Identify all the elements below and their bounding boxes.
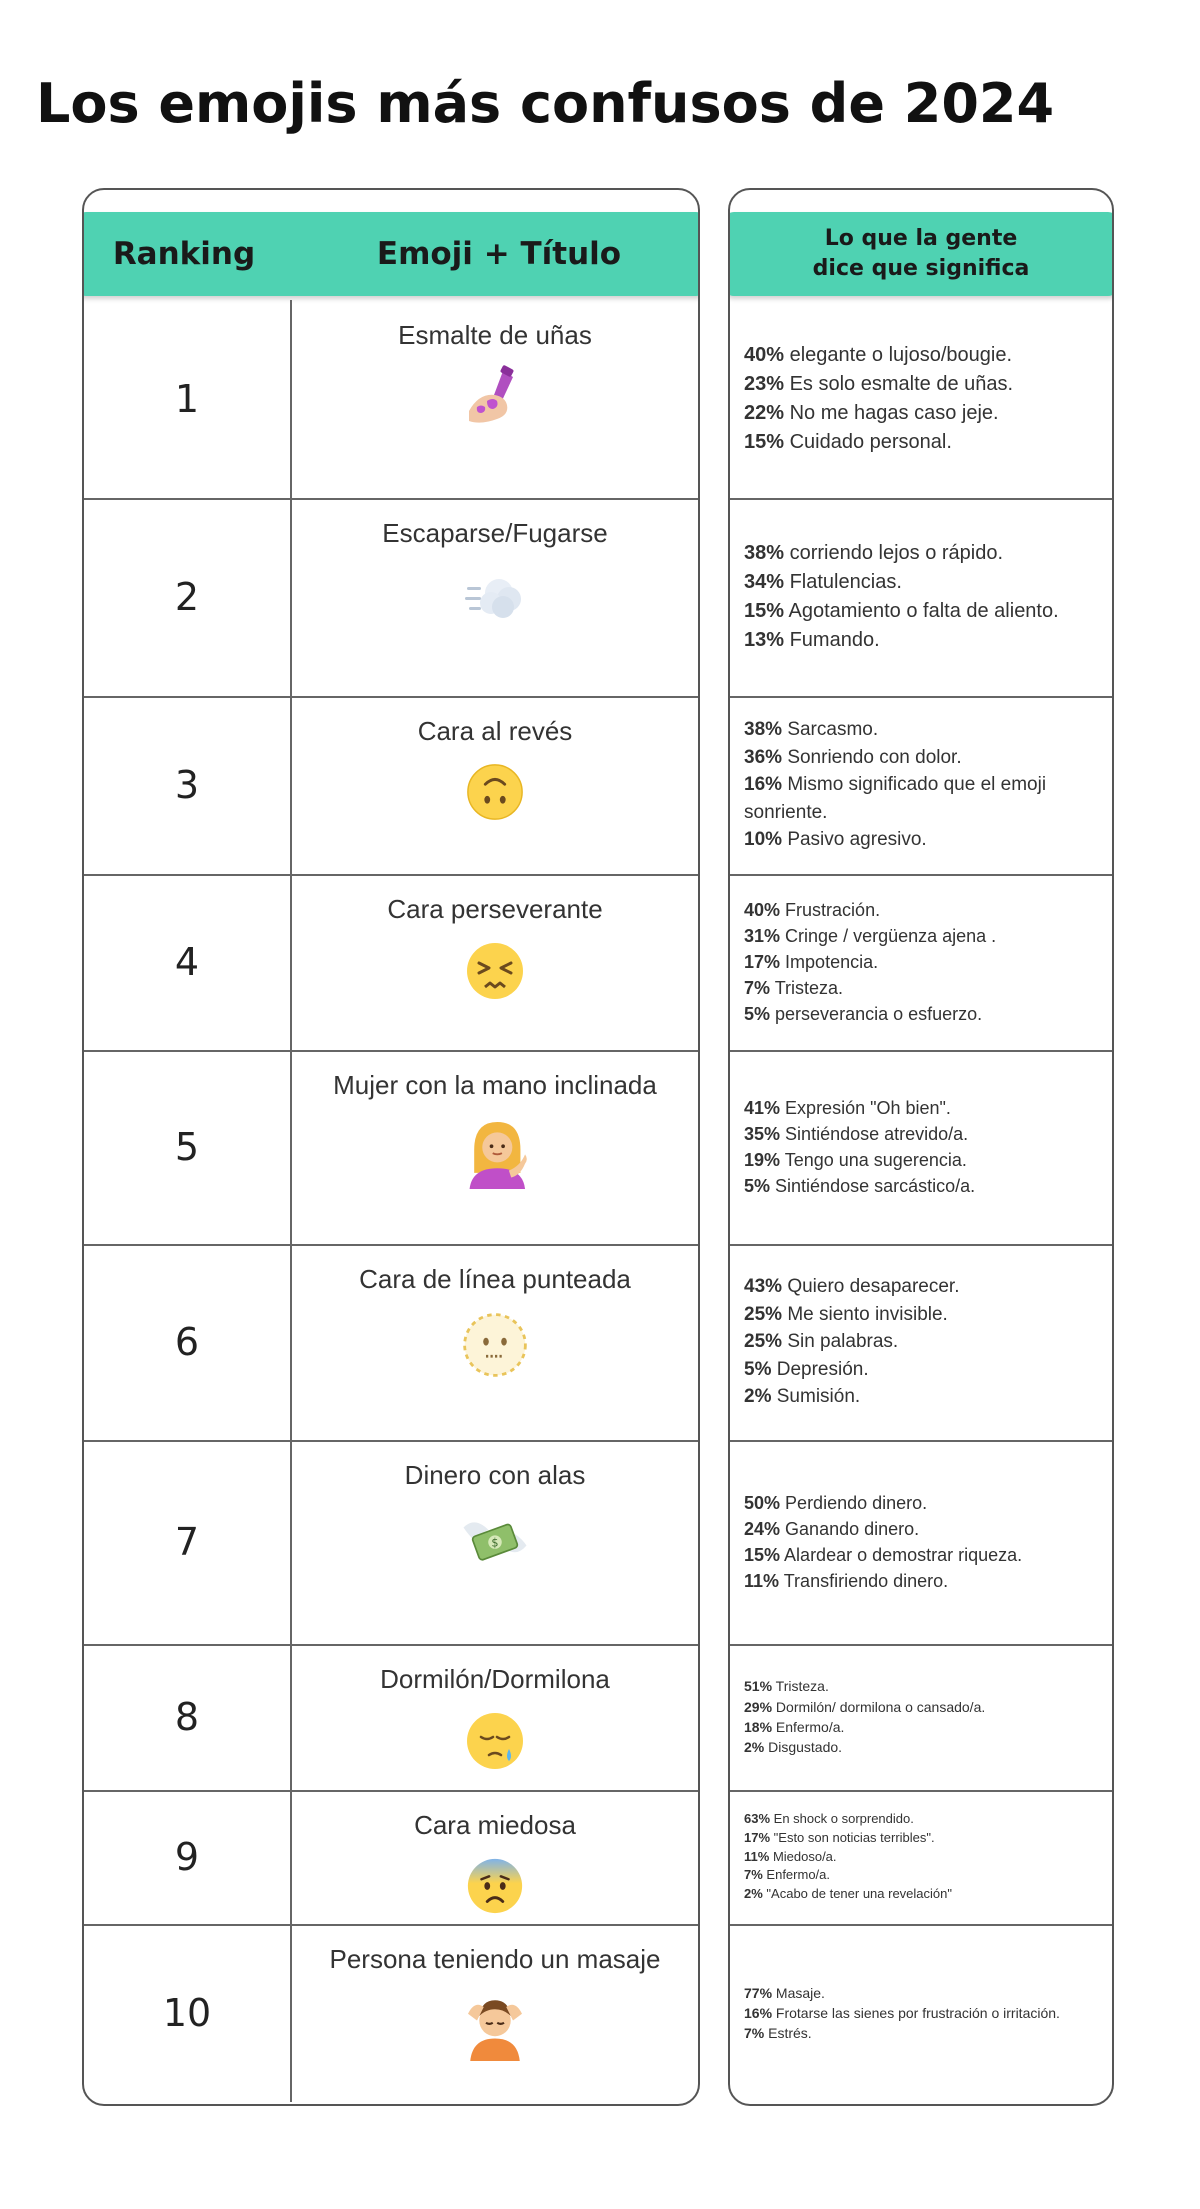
- rank-number: 10: [84, 1924, 292, 2102]
- meaning-cell: [730, 874, 1112, 1052]
- meaning-percent: 19%: [744, 1150, 781, 1170]
- meaning-percent: 25%: [744, 1331, 783, 1353]
- sleepy-face-icon: [463, 1709, 527, 1773]
- meaning-text: Es solo esmalte de uñas.: [789, 373, 1014, 395]
- meaning-percent: 2%: [744, 1886, 763, 1902]
- emoji-cell: [292, 874, 698, 1050]
- meaning-percent: 15%: [744, 431, 785, 453]
- emoji-cell: [292, 1644, 698, 1790]
- emoji-title: Esmalte de uñas: [398, 320, 592, 350]
- meaning-percent: 10%: [744, 829, 783, 851]
- meaning-line: [744, 1810, 1100, 1829]
- meaning-text: Perdiendo dinero.: [785, 1492, 928, 1513]
- meaning-line: [744, 1697, 1100, 1717]
- meaning-text: perseverancia o esfuerzo.: [775, 1004, 983, 1025]
- woman-tipping-hand-icon: [458, 1115, 532, 1189]
- meaning-percent: 15%: [744, 1545, 781, 1565]
- meaning-text: Sonriendo con dolor.: [787, 746, 962, 768]
- meaning-cell: [730, 1644, 1112, 1792]
- meaning-line: [744, 1829, 1100, 1848]
- meaning-text: Sintiéndose atrevido/a.: [785, 1123, 969, 1144]
- meaning-line: [744, 428, 1100, 457]
- meaning-line: [744, 1866, 1100, 1885]
- meaning-line: [744, 568, 1100, 597]
- rank-number: 2: [84, 498, 292, 696]
- meaning-line: [744, 399, 1100, 428]
- meaning-percent: 11%: [744, 1848, 770, 1864]
- meaning-percent: 51%: [744, 1678, 773, 1695]
- meaning-percent: 7%: [744, 2025, 765, 2042]
- table-row: [84, 696, 698, 876]
- meaning-line: [744, 771, 1100, 826]
- meaning-text: Sumisión.: [776, 1386, 861, 1408]
- meaning-percent: 18%: [744, 1719, 773, 1735]
- header-emoji-title: Emoji + Título: [376, 236, 622, 272]
- meaning-line: [744, 826, 1100, 854]
- table-row: [84, 1050, 698, 1246]
- emoji-title: Cara al revés: [417, 716, 573, 746]
- header-meaning: Lo que la gente dice que significa: [812, 226, 1030, 281]
- meaning-line: [744, 597, 1100, 626]
- meaning-line: [744, 370, 1100, 399]
- meaning-percent: 35%: [744, 1123, 781, 1144]
- meaning-line: [744, 1542, 1100, 1568]
- rank-number: 1: [84, 300, 292, 498]
- meaning-text: Enfermo/a.: [775, 1719, 845, 1735]
- meaning-text: Flatulencias.: [789, 571, 902, 593]
- meaning-cell: [730, 1050, 1112, 1246]
- emoji-cell: [292, 1244, 698, 1440]
- table-row: [84, 874, 698, 1052]
- meaning-cell: [730, 1244, 1112, 1442]
- meaning-cell: [730, 498, 1112, 698]
- meaning-line: [744, 1328, 1100, 1356]
- fearful-face-icon: [464, 1855, 526, 1917]
- meaning-line: [744, 1516, 1100, 1542]
- meaning-percent: 13%: [744, 629, 785, 651]
- meaning-percent: 43%: [744, 1276, 783, 1298]
- meaning-text: Masaje.: [775, 1984, 825, 2001]
- meaning-text: "Esto son noticias terribles".: [773, 1829, 935, 1845]
- meaning-line: [744, 1568, 1100, 1594]
- meaning-cell: [730, 1924, 1112, 2102]
- meaning-percent: 31%: [744, 925, 781, 946]
- emoji-title: Dormilón/Dormilona: [380, 1664, 610, 1694]
- meaning-text: Expresión "Oh bien".: [785, 1097, 951, 1118]
- meaning-text: No me hagas caso jeje.: [789, 402, 999, 424]
- rank-number: 3: [84, 696, 292, 874]
- meaning-cell: [730, 300, 1112, 500]
- meaning-text: Sintiéndose sarcástico/a.: [775, 1176, 976, 1197]
- table-row: [84, 1924, 698, 2102]
- meaning-percent: 15%: [744, 600, 785, 622]
- meaning-text: Transfiriendo dinero.: [783, 1571, 949, 1592]
- meaning-line: [744, 539, 1100, 568]
- meaning-line: [744, 2003, 1100, 2023]
- meaning-cell: [730, 1440, 1112, 1646]
- meaning-text: Tristeza.: [774, 978, 844, 999]
- meanings-table: [728, 188, 1114, 2106]
- meanings-header: [728, 212, 1114, 296]
- meaning-text: Mismo significado que el emoji sonriente.: [744, 774, 1047, 823]
- meaning-text: Cringe / vergüenza ajena .: [785, 925, 997, 946]
- meaning-percent: 41%: [744, 1097, 781, 1118]
- meaning-text: Depresión.: [776, 1358, 869, 1380]
- meaning-percent: 17%: [744, 951, 781, 972]
- table-row: [84, 1440, 698, 1646]
- emoji-title: Cara perseverante: [387, 894, 603, 924]
- meaning-text: Disgustado.: [768, 1739, 843, 1756]
- meaning-text: Impotencia.: [785, 951, 879, 972]
- meaning-percent: 40%: [744, 899, 781, 920]
- meaning-text: Tengo una sugerencia.: [784, 1150, 967, 1170]
- meaning-line: [744, 1173, 1100, 1199]
- meaning-percent: 50%: [744, 1492, 781, 1513]
- meaning-line: [744, 1490, 1100, 1516]
- table-row: [84, 300, 698, 500]
- meaning-percent: 38%: [744, 719, 783, 741]
- meaning-text: "Acabo de tener una revelación": [766, 1886, 952, 1902]
- meaning-percent: 2%: [744, 1386, 772, 1408]
- meaning-text: Estrés.: [768, 2025, 812, 2042]
- rank-number: 8: [84, 1644, 292, 1790]
- emoji-cell: [292, 1790, 698, 1924]
- meaning-line: [744, 626, 1100, 655]
- meaning-percent: 17%: [744, 1829, 771, 1845]
- emoji-cell: [292, 1050, 698, 1244]
- money-with-wings-icon: [459, 1505, 531, 1577]
- meaning-percent: 23%: [744, 373, 785, 395]
- meaning-percent: 24%: [744, 1518, 781, 1539]
- meaning-percent: 63%: [744, 1810, 771, 1826]
- ranking-table: [82, 188, 700, 2106]
- rank-number: 9: [84, 1790, 292, 1924]
- page-title: Los emojis más confusos de 2024: [35, 72, 1055, 135]
- emoji-cell: [292, 1924, 698, 2102]
- meaning-line: [744, 949, 1100, 975]
- meaning-line: [744, 1717, 1100, 1737]
- meaning-percent: 25%: [744, 1303, 783, 1325]
- meaning-line: [744, 975, 1100, 1001]
- meaning-text: corriendo lejos o rápido.: [789, 542, 1004, 564]
- meaning-text: Cuidado personal.: [789, 431, 952, 453]
- emoji-title: Dinero con alas: [404, 1460, 586, 1490]
- meaning-text: elegante o lujoso/bougie.: [789, 344, 1012, 366]
- meaning-text: Dormilón/ dormilona o cansado/a.: [775, 1698, 986, 1715]
- meaning-percent: 5%: [744, 1358, 772, 1380]
- meaning-text: Tristeza.: [775, 1678, 829, 1695]
- meaning-line: [744, 1737, 1100, 1757]
- meaning-text: Sin palabras.: [787, 1331, 899, 1353]
- emoji-cell: [292, 300, 698, 498]
- header-ranking: Ranking: [112, 236, 256, 272]
- table-row: [84, 1644, 698, 1792]
- meaning-rows: [730, 300, 1112, 2104]
- rank-number: 4: [84, 874, 292, 1050]
- meaning-percent: 77%: [744, 1984, 773, 2001]
- rank-number: 6: [84, 1244, 292, 1440]
- meaning-cell: [730, 1790, 1112, 1926]
- meaning-line: [744, 897, 1100, 923]
- dashing-away-icon: [463, 563, 527, 627]
- persevering-face-icon: [463, 939, 527, 1003]
- meaning-line: [744, 1301, 1100, 1329]
- person-getting-massage-icon: [459, 1989, 531, 2061]
- table-row: [84, 1790, 698, 1926]
- meaning-line: [744, 1001, 1100, 1027]
- meaning-text: Miedoso/a.: [772, 1848, 837, 1864]
- dotted-line-face-icon: [459, 1309, 531, 1381]
- meaning-percent: 7%: [744, 1867, 763, 1883]
- meaning-text: Fumando.: [789, 629, 880, 651]
- meaning-text: Agotamiento o falta de aliento.: [788, 600, 1059, 622]
- meaning-percent: 36%: [744, 746, 783, 768]
- meaning-line: [744, 1676, 1100, 1696]
- meaning-percent: 29%: [744, 1698, 773, 1715]
- meaning-percent: 34%: [744, 571, 785, 593]
- meaning-percent: 5%: [744, 1004, 771, 1025]
- meaning-line: [744, 1848, 1100, 1867]
- meaning-text: Pasivo agresivo.: [787, 829, 927, 851]
- meaning-line: [744, 1356, 1100, 1384]
- meaning-text: Alardear o demostrar riqueza.: [784, 1545, 1023, 1565]
- emoji-title: Persona teniendo un masaje: [329, 1944, 661, 1974]
- rank-number: 7: [84, 1440, 292, 1644]
- meaning-text: Quiero desaparecer.: [787, 1276, 960, 1298]
- meaning-percent: 2%: [744, 1739, 765, 1756]
- nail-polish-icon: [463, 365, 527, 429]
- table-row: [84, 1244, 698, 1442]
- meaning-line: [744, 1121, 1100, 1147]
- meaning-line: [744, 341, 1100, 370]
- meaning-text: En shock o sorprendido.: [773, 1810, 914, 1826]
- rank-number: 5: [84, 1050, 292, 1244]
- meaning-percent: 7%: [744, 978, 771, 999]
- meaning-percent: 5%: [744, 1176, 771, 1197]
- meaning-cell: [730, 696, 1112, 876]
- meaning-line: [744, 1273, 1100, 1301]
- ranking-rows: [84, 300, 698, 2104]
- meaning-line: [744, 1885, 1100, 1904]
- meaning-percent: 22%: [744, 402, 785, 424]
- meaning-text: Frotarse las sienes por frustración o irritación.: [775, 2004, 1060, 2021]
- emoji-title: Cara de línea punteada: [359, 1264, 631, 1294]
- meaning-percent: 11%: [744, 1571, 780, 1592]
- meaning-text: Enfermo/a.: [766, 1867, 831, 1883]
- emoji-cell: [292, 696, 698, 874]
- meaning-line: [744, 1383, 1100, 1411]
- emoji-cell: [292, 498, 698, 696]
- meaning-percent: 38%: [744, 542, 785, 564]
- emoji-cell: [292, 1440, 698, 1644]
- meaning-line: [744, 1147, 1100, 1173]
- svg-text:$: $: [491, 1536, 499, 1550]
- upside-down-face-icon: [464, 761, 526, 823]
- meaning-percent: 16%: [744, 2004, 773, 2021]
- table-row: [84, 498, 698, 698]
- meaning-line: [744, 716, 1100, 744]
- emoji-title: Escaparse/Fugarse: [382, 518, 608, 548]
- meaning-line: [744, 1095, 1100, 1121]
- meaning-text: Ganando dinero.: [785, 1518, 920, 1539]
- meaning-line: [744, 923, 1100, 949]
- meaning-line: [744, 2023, 1100, 2043]
- meaning-line: [744, 1983, 1100, 2003]
- meaning-line: [744, 744, 1100, 772]
- meaning-text: Sarcasmo.: [787, 719, 879, 741]
- emoji-title: Mujer con la mano inclinada: [333, 1070, 657, 1100]
- emoji-title: Cara miedosa: [414, 1810, 576, 1840]
- meaning-percent: 40%: [744, 344, 785, 366]
- meaning-text: Frustración.: [785, 899, 881, 920]
- meaning-percent: 16%: [744, 774, 783, 796]
- meaning-text: Me siento invisible.: [787, 1303, 948, 1325]
- table-header: [82, 212, 700, 296]
